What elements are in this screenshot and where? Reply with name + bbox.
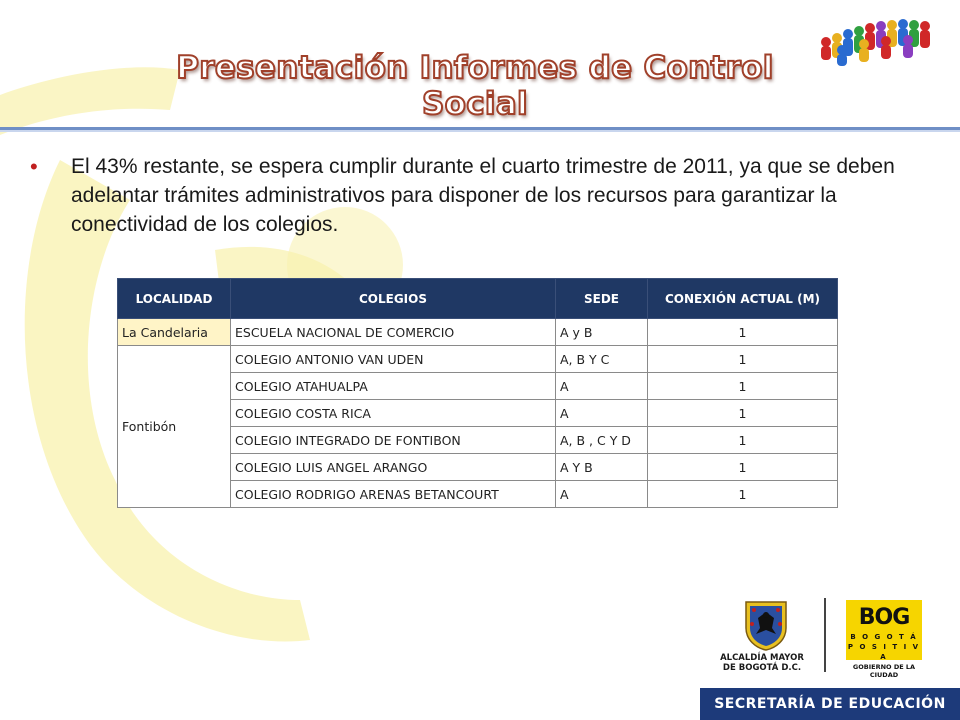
cell-sede: A: [556, 400, 648, 427]
cell-sede: A: [556, 373, 648, 400]
footer-text: SECRETARÍA DE EDUCACIÓN: [714, 696, 946, 712]
bogota-coat-of-arms-icon: [736, 598, 796, 652]
logo-divider: [824, 598, 826, 672]
logos-area: [720, 596, 940, 679]
alcaldia-line2: DE BOGOTÁ D.C.: [722, 663, 802, 673]
table-row: [118, 346, 838, 373]
title-container: [150, 50, 800, 122]
cell-colegio: COLEGIO INTEGRADO DE FONTIBON: [231, 427, 556, 454]
cell-colegio: COLEGIO ATAHUALPA: [231, 373, 556, 400]
cell-conexion: 1: [648, 319, 838, 346]
alcaldia-label: [712, 653, 812, 673]
cell-conexion: 1: [648, 400, 838, 427]
cell-conexion: 1: [648, 454, 838, 481]
people-group-icon: [818, 14, 936, 66]
title-divider-shadow: [0, 130, 960, 132]
cell-sede: A, B , C Y D: [556, 427, 648, 454]
cell-colegio: COLEGIO RODRIGO ARENAS BETANCOURT: [231, 481, 556, 508]
bog-sub-line2: P O S I T I V A: [847, 643, 921, 661]
header-sede: SEDE: [556, 279, 648, 319]
table-header-row: [118, 279, 838, 319]
cell-colegio: COLEGIO ANTONIO VAN UDEN: [231, 346, 556, 373]
schools-table-container: [117, 278, 838, 508]
bog-logo-subtitle: [846, 632, 922, 662]
cell-colegio: COLEGIO COSTA RICA: [231, 400, 556, 427]
bullet-marker: •: [30, 154, 38, 179]
slide-title: Presentación Informes de Control Social: [176, 50, 774, 122]
cell-colegio: COLEGIO LUIS ANGEL ARANGO: [231, 454, 556, 481]
cell-conexion: 1: [648, 427, 838, 454]
cell-sede: A y B: [556, 319, 648, 346]
footer-bar: [700, 688, 960, 720]
schools-table: [117, 278, 838, 508]
header-localidad: LOCALIDAD: [118, 279, 231, 319]
gobierno-label: GOBIERNO DE LA CIUDAD: [852, 663, 916, 679]
bog-logo-text: BOG: [858, 605, 910, 630]
cell-conexion: 1: [648, 373, 838, 400]
table-row: [118, 319, 838, 346]
bullet-text: El 43% restante, se espera cumplir durante el cuarto trimestre de 2011, ya que se deben adelantar trámites administrativos para disponer de los recursos para garantizar la conectividad de los colegios.: [71, 155, 895, 236]
cell-sede: A: [556, 481, 648, 508]
cell-colegio: ESCUELA NACIONAL DE COMERCIO: [231, 319, 556, 346]
header-colegios: COLEGIOS: [231, 279, 556, 319]
cell-conexion: 1: [648, 346, 838, 373]
cell-localidad: La Candelaria: [118, 319, 231, 346]
alcaldia-line1: ALCALDÍA MAYOR: [720, 653, 804, 663]
header-conexion: CONEXIÓN ACTUAL (M): [648, 279, 838, 319]
cell-sede: A, B Y C: [556, 346, 648, 373]
cell-sede: A Y B: [556, 454, 648, 481]
bog-sub-line1: B O G O T Á: [850, 633, 918, 641]
bullet-point: [30, 152, 935, 239]
cell-conexion: 1: [648, 481, 838, 508]
cell-localidad: Fontibón: [118, 346, 231, 508]
